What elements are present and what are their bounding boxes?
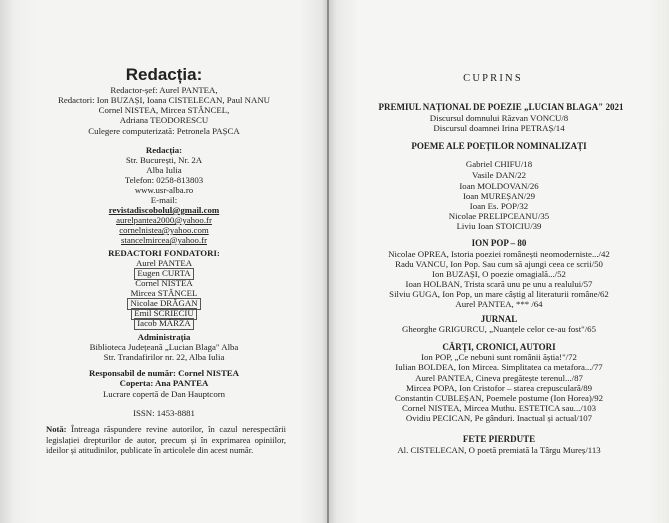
legal-note <box>46 424 286 456</box>
founder-item: Aurel PANTEA <box>135 258 193 268</box>
contents-title: CUPRINS <box>463 73 523 84</box>
admin-heading: Administrația <box>137 332 191 342</box>
toc-entry[interactable]: Constantin CUBLEȘAN, Poemele postume (Ion Horea)/92 <box>394 393 604 403</box>
address-line-1: Str. București, Nr. 2A <box>125 155 203 165</box>
office-heading: Redacția: <box>145 145 183 155</box>
website: www.usr-alba.ro <box>134 185 194 195</box>
phone: Telefon: 0258-813803 <box>124 175 204 185</box>
toc-entry[interactable]: Ovidiu PECICAN, Pe gânduri. Inactual și actual/107 <box>405 413 593 423</box>
founder-item: Nicolae DRĂGAN <box>0 298 328 310</box>
toc-entry[interactable]: Nicolae OPREA, Istoria poeziei românești neomoderniste.../42 <box>388 249 610 259</box>
admin-line-2: Str. Trandafirilor nr. 22, Alba Iulia <box>103 352 225 362</box>
address-line-2: Alba Iulia <box>146 165 182 175</box>
editors-line-3: Adriana TEODORESCU <box>119 115 209 125</box>
admin-line-1: Biblioteca Județeană „Lucian Blaga" Alba <box>89 342 239 352</box>
typesetting: Culegere computerizată: Petronela PAȘCA <box>88 126 240 136</box>
founder-item: Iacob MÂRZA <box>0 318 328 330</box>
toc-entry[interactable]: Radu VANCU, Ion Pop. Sau cum să ajungi ceea ce scrii/50 <box>395 259 603 269</box>
founder-item: Mircea STĂNCEL <box>130 288 198 298</box>
toc-entry[interactable]: Nicolae PRELIPCEANU/35 <box>448 211 550 221</box>
cover: Coperta: Ana PANTEA <box>119 378 209 388</box>
toc-entry[interactable]: Ioan Es. POP/32 <box>469 201 529 211</box>
section-prize: PREMIUL NAȚIONAL DE POEZIE „LUCIAN BLAGA" 2021 <box>378 102 624 112</box>
left-page <box>0 0 328 523</box>
section-books: CĂRȚI, CRONICI, AUTORI <box>442 342 556 352</box>
toc-entry[interactable]: Ioan MUREȘAN/29 <box>462 191 536 201</box>
toc-entry[interactable]: Gheorghe GRIGURCU, „Nuanțele celor ce-au fost"/65 <box>402 324 596 334</box>
note-text: Întreaga răspundere revine autorilor, în cazul nerespectării legislației drepturilor de autor, precum și în exprimarea opiniilor, ideilor și atitudinilor, publicate în articolele din acest număr. <box>46 424 286 455</box>
toc-entry[interactable]: Ion BUZAȘI, O poezie omagială.../52 <box>432 269 566 279</box>
toc-entry[interactable]: Aurel PANTEA, Cineva pregătește terenul.../87 <box>415 373 583 383</box>
toc-entry[interactable]: Silviu GUGA, Ion Pop, un mare câștig al literaturii române/62 <box>389 289 609 299</box>
toc-entry[interactable]: Al. CISTELECAN, O poetă premiată la Târgu Mureș/113 <box>397 445 601 455</box>
issn: ISSN: 1453-8881 <box>133 408 195 418</box>
toc-entry[interactable]: Ion POP, „Ce nebuni sunt românii ăștia!"/72 <box>421 352 577 362</box>
toc-entry[interactable]: Ioan MOLDOVAN/26 <box>459 181 539 191</box>
editors-line-2: Cornel NISTEA, Mircea STĂNCEL, <box>98 105 230 115</box>
editor-chief: Redactor-șef: Aurel PANTEA, <box>110 85 218 95</box>
section-journal: JURNAL <box>480 314 518 324</box>
toc-entry[interactable]: Gabriel CHIFU/18 <box>465 159 533 169</box>
toc-entry[interactable]: Discursul doamnei Irina PETRAȘ/14 <box>433 123 565 133</box>
email-link-4[interactable]: stancelmircea@yahoo.fr <box>120 235 207 245</box>
email-link-2[interactable]: aurelpantea2000@yahoo.fr <box>116 215 212 225</box>
toc-entry[interactable]: Iulian BOLDEA, Ion Mircea. Simplitatea ca metafora.../77 <box>395 362 603 372</box>
email-link-3[interactable]: cornelnistea@yahoo.com <box>119 225 209 235</box>
toc-entry[interactable]: Cornel NISTEA, Mircea Muthu. ESTETICA sau.../103 <box>402 403 596 413</box>
section-ion-pop: ION POP – 80 <box>471 238 527 248</box>
section-lost: FETE PIERDUTE <box>462 434 536 444</box>
toc-entry[interactable]: Discursul domnului Răzvan VONCU/8 <box>429 113 569 123</box>
editors-line-1: Redactori: Ion BUZAȘI, Ioana CISTELECAN, Paul NANU <box>57 95 271 105</box>
toc-entry[interactable]: Liviu Ioan STOICIU/39 <box>456 221 542 231</box>
founder-item: Eugen CURTA <box>0 268 328 280</box>
toc-entry[interactable]: Aurel PANTEA, *** /64 <box>455 299 543 309</box>
note-label: Notă: <box>46 424 67 434</box>
founder-item: Emil SCRIECIU <box>0 308 328 320</box>
toc-entry[interactable]: Vasile DAN/22 <box>472 170 526 180</box>
right-page <box>329 0 669 523</box>
staff-heading: Redacția: <box>125 65 203 84</box>
founders-heading: REDACTORI FONDATORI: <box>108 248 220 258</box>
email-link-1[interactable]: revistadiscobolul@gmail.com <box>108 205 220 215</box>
responsible: Responsabil de număr: Cornel NISTEA <box>88 368 240 378</box>
founder-item: Cornel NISTEA <box>135 278 193 288</box>
toc-entry[interactable]: Ioan HOLBAN, Trista scară unu pe unu a realului/57 <box>405 279 593 289</box>
cover-work: Lucrare copertă de Dan Hauptcorn <box>102 389 226 399</box>
toc-entry[interactable]: Mircea POPA, Ion Cristofor – starea crepusculară/89 <box>405 383 593 393</box>
email-label: E-mail: <box>150 195 178 205</box>
section-poems: POEME ALE POEȚILOR NOMINALIZAȚI <box>411 141 587 151</box>
